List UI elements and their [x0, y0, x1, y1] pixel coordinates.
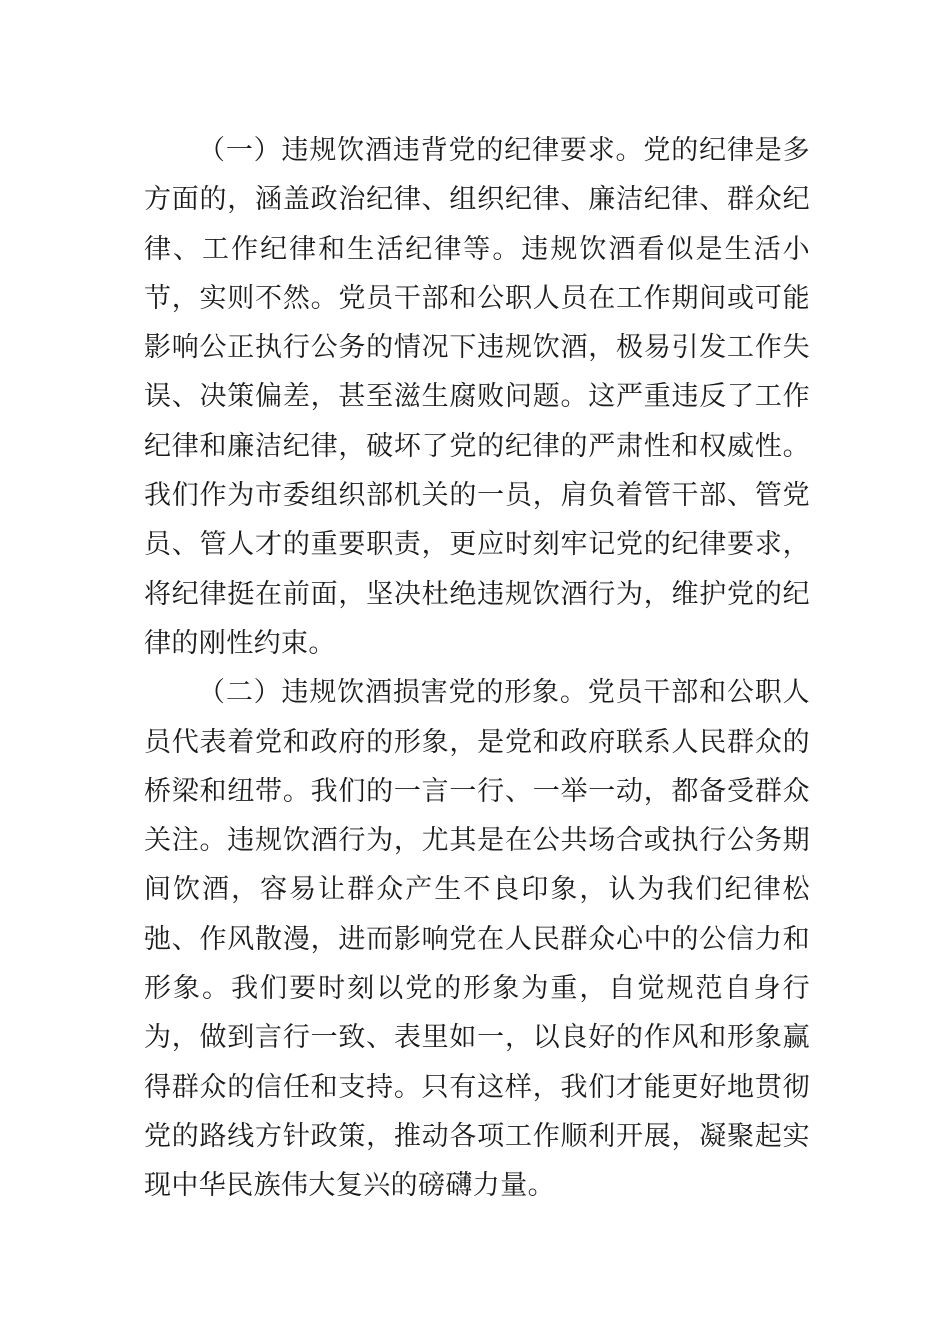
- document-body: [144, 126, 810, 1211]
- paragraph-discipline: （一）违规饮酒违背党的纪律要求。党的纪律是多方面的，涵盖政治纪律、组织纪律、廉洁纪律、群众纪律、工作纪律和生活纪律等。违规饮酒看似是生活小节，实则不然。党员干部和公职人员在工作期间或可能影响公正执行公务的情况下违规饮酒，极易引发工作失误、决策偏差，甚至滋生腐败问题。这严重违反了工作纪律和廉洁纪律，破坏了党的纪律的严肃性和权威性。我们作为市委组织部机关的一员，肩负着管干部、管党员、管人才的重要职责，更应时刻牢记党的纪律要求，将纪律挺在前面，坚决杜绝违规饮酒行为，维护党的纪律的刚性约束。: [144, 135, 810, 659]
- paragraph-party-image: （二）违规饮酒损害党的形象。党员干部和公职人员代表着党和政府的形象，是党和政府联系人民群众的桥梁和纽带。我们的一言一行、一举一动，都备受群众关注。违规饮酒行为，尤其是在公共场合或执行公务期间饮酒，容易让群众产生不良印象，认为我们纪律松弛、作风散漫，进而影响党在人民群众心中的公信力和形象。我们要时刻以党的形象为重，自觉规范自身行为，做到言行一致、表里如一，以良好的作风和形象赢得群众的信任和支持。只有这样，我们才能更好地贯彻党的路线方针政策，推动各项工作顺利开展，凝聚起实现中华民族伟大复兴的磅礴力量。: [144, 677, 810, 1202]
